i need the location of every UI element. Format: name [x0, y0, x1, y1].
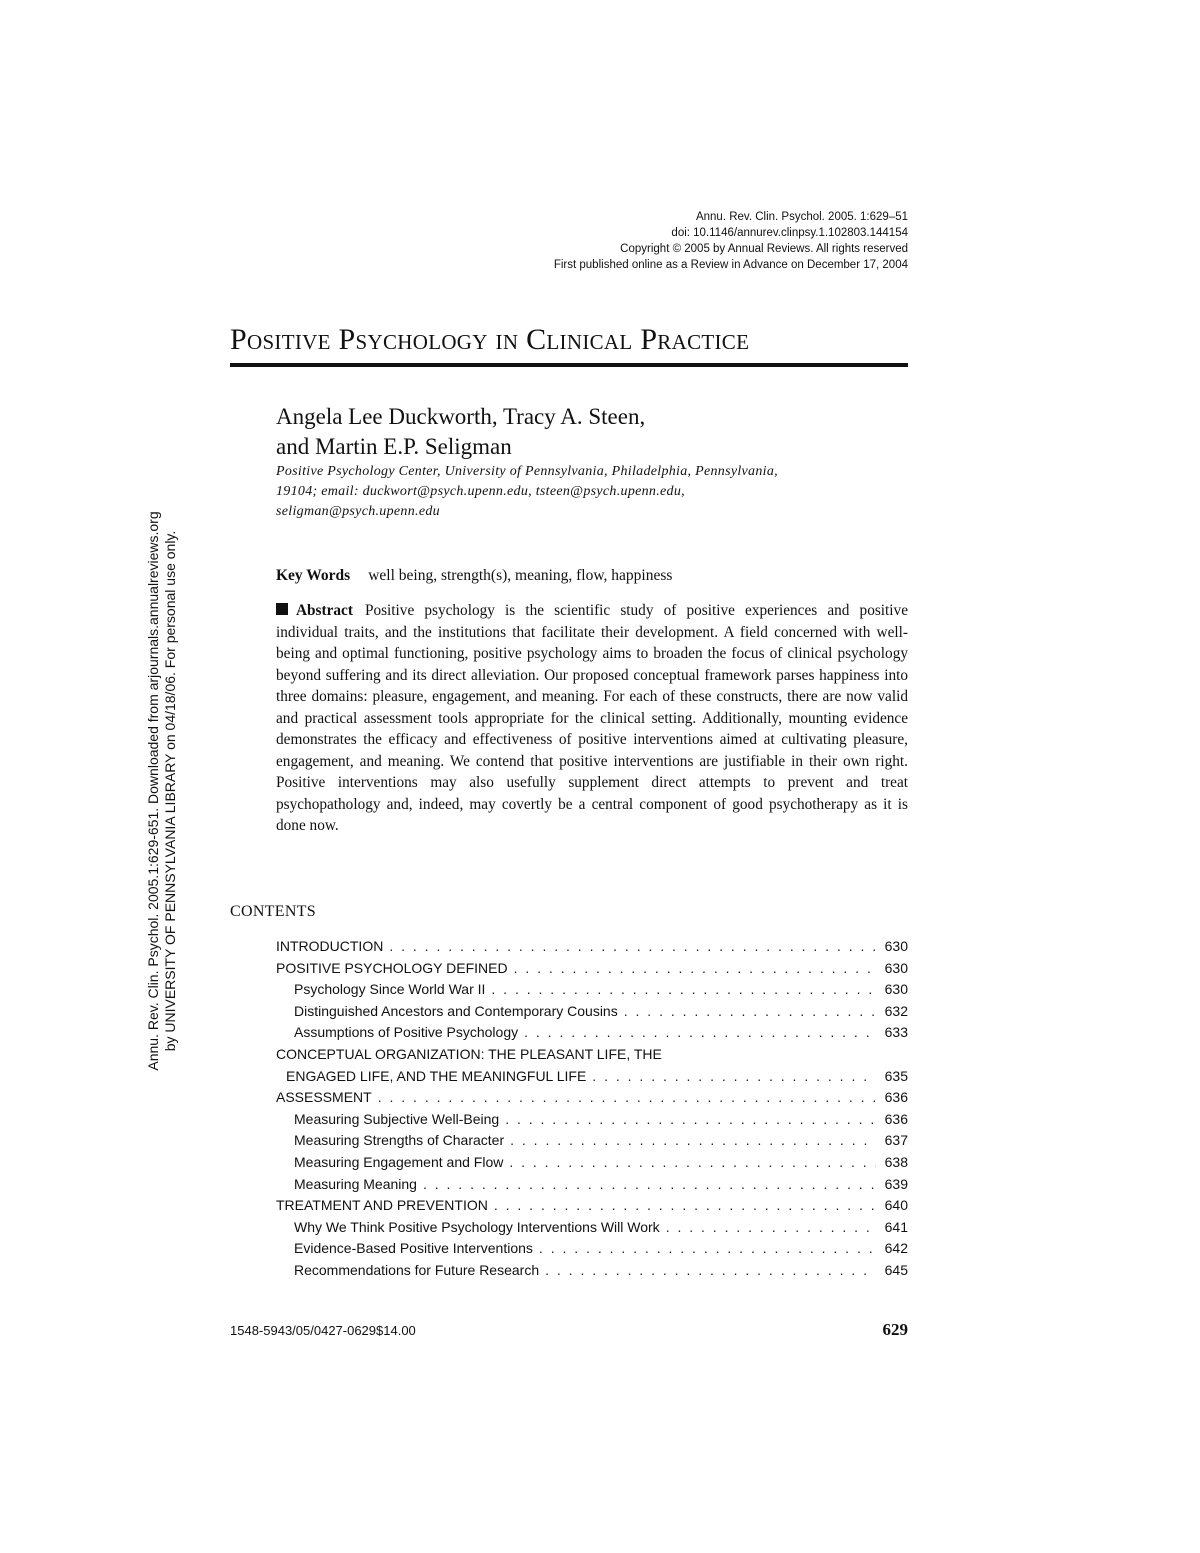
toc-leader — [666, 1217, 876, 1239]
toc-leader — [545, 1260, 876, 1282]
black-square-icon — [276, 603, 288, 615]
toc-leader — [491, 979, 876, 1001]
toc-entry-title: Psychology Since World War II — [294, 981, 486, 998]
toc-entry — [276, 1130, 908, 1152]
toc-entry-title: TREATMENT AND PREVENTION — [276, 1197, 488, 1214]
title-part: in — [495, 323, 519, 356]
toc-leader — [509, 1152, 876, 1174]
abstract-label: Abstract — [296, 602, 353, 619]
toc-leader — [423, 1174, 876, 1196]
toc-entry — [276, 1001, 908, 1023]
toc-entry — [276, 1044, 908, 1066]
toc-entry-page: 633 — [884, 1024, 908, 1041]
title-part: Clinical Practice — [526, 323, 750, 356]
toc-entry-title: Evidence-Based Positive Interventions — [294, 1240, 533, 1257]
contents-heading: CONTENTS — [230, 903, 316, 920]
toc-entry — [276, 1217, 908, 1239]
toc-entry-title: Measuring Subjective Well-Being — [294, 1110, 500, 1127]
download-notice — [145, 501, 179, 1081]
article-title — [230, 322, 749, 358]
toc-entry-title: Measuring Strengths of Character — [294, 1132, 505, 1149]
abstract-text: Positive psychology is the scientific study of positive experiences and positive individual traits, and the institutions that facilitate their development. A field concerned with well-being and optimal functioning, positive psychology aims to broaden the focus of clinical psychology beyond suffering and its direct alleviation. Our proposed conceptual framework parses happiness into three domains: pleasure, engagement, and meaning. For each of these constructs, there are now valid and practical assessment tools appropriate for the clinical setting. Additionally, mounting evidence demonstrates the efficacy and effectiveness of positive interventions aimed at cultivating pleasure, engagement, and meaning. We contend that positive interventions are justifiable in their own right. Positive interventions may also usefully supplement direct attempts to prevent and treat psychopathology and, indeed, may covertly be a central component of good psychotherapy as it is done now. — [276, 602, 908, 834]
affiliation-line: Positive Psychology Center, University of Pennsylvania, Philadelphia, Pennsylvania, — [276, 464, 778, 479]
toc-leader — [505, 1109, 876, 1131]
toc-entry — [276, 1152, 908, 1174]
toc-entry-page: 630 — [884, 981, 908, 998]
toc-entry — [276, 1260, 908, 1282]
toc-entry — [276, 1087, 908, 1109]
title-rule — [230, 363, 908, 367]
toc-entry — [276, 1174, 908, 1196]
abstract — [276, 600, 908, 837]
toc-entry-page: 645 — [884, 1261, 908, 1278]
toc-entry-page: 630 — [884, 938, 908, 954]
toc-entry-title: Recommendations for Future Research — [294, 1261, 540, 1278]
author-list — [276, 402, 916, 462]
citation-header — [400, 209, 908, 273]
toc-entry — [276, 1195, 908, 1217]
page-number: 629 — [882, 1320, 908, 1339]
toc-entry-page: 632 — [884, 1002, 908, 1019]
toc-entry-title: Distinguished Ancestors and Contemporary Cousins — [294, 1002, 618, 1019]
affiliation-line: seligman@psych.upenn.edu — [276, 504, 440, 519]
affiliation — [276, 462, 908, 522]
toc-entry-title: Why We Think Positive Psychology Interventions Will Work — [294, 1218, 660, 1235]
table-of-contents — [276, 936, 908, 1282]
download-notice-line: by UNIVERSITY OF PENNSYLVANIA LIBRARY on 04/18/06. For personal use only. — [162, 530, 178, 1052]
toc-entry — [276, 936, 908, 958]
title-part: Positive Psychology — [230, 323, 488, 356]
toc-entry — [276, 1109, 908, 1131]
keywords-value: well being, strength(s), meaning, flow, happiness — [368, 567, 673, 584]
citation: Annu. Rev. Clin. Psychol. 2005. 1:629–51 — [695, 211, 908, 223]
download-notice-line: Annu. Rev. Clin. Psychol. 2005.1:629-651. Downloaded from arjournals.annualreviews.org — [145, 511, 161, 1071]
author-line: and Martin E.P. Seligman — [276, 434, 512, 459]
toc-entry-title: ENGAGED LIFE, AND THE MEANINGFUL LIFE — [286, 1067, 587, 1084]
copyright-notice: Copyright © 2005 by Annual Reviews. All rights reserved — [620, 243, 908, 255]
doi: doi: 10.1146/annurev.clinpsy.1.102803.144154 — [671, 227, 908, 239]
article-code: 1548-5943/05/0427-0629$14.00 — [230, 1323, 416, 1338]
toc-entry-page: 638 — [884, 1153, 908, 1170]
toc-entry — [276, 958, 908, 980]
toc-entry-page: 640 — [884, 1197, 908, 1214]
toc-leader — [494, 1195, 876, 1217]
toc-entry — [276, 979, 908, 1001]
toc-leader — [514, 958, 876, 980]
toc-leader — [510, 1130, 876, 1152]
toc-entry-page: 636 — [884, 1089, 908, 1106]
toc-entry-title: Measuring Engagement and Flow — [294, 1153, 504, 1170]
toc-entry-page: 641 — [884, 1218, 908, 1235]
toc-entry-page: 636 — [884, 1110, 908, 1127]
keywords-label: Key Words — [276, 567, 351, 584]
toc-entry-page: 630 — [884, 959, 908, 976]
affiliation-line: 19104; email: duckwort@psych.upenn.edu, tsteen@psych.upenn.edu, — [276, 484, 685, 499]
toc-entry-page: 637 — [884, 1132, 908, 1149]
toc-entry — [276, 1066, 908, 1088]
toc-leader — [539, 1238, 876, 1260]
toc-entry-title: ASSESSMENT — [276, 1089, 372, 1106]
toc-entry-title: CONCEPTUAL ORGANIZATION: THE PLEASANT LIFE, THE — [276, 1045, 662, 1062]
toc-leader — [624, 1001, 876, 1023]
toc-entry — [276, 1238, 908, 1260]
toc-entry-title: Measuring Meaning — [294, 1175, 417, 1192]
toc-entry-page: 635 — [884, 1067, 908, 1084]
toc-entry-title: POSITIVE PSYCHOLOGY DEFINED — [276, 959, 508, 976]
toc-entry-title: Assumptions of Positive Psychology — [294, 1024, 519, 1041]
toc-entry-page: 639 — [884, 1175, 908, 1192]
toc-entry-title: INTRODUCTION — [276, 938, 384, 954]
toc-leader — [378, 1087, 876, 1109]
author-line: Angela Lee Duckworth, Tracy A. Steen, — [276, 404, 646, 429]
keywords — [276, 566, 908, 586]
toc-entry-page: 642 — [884, 1240, 908, 1257]
toc-leader — [524, 1022, 876, 1044]
publication-note: First published online as a Review in Advance on December 17, 2004 — [553, 259, 908, 271]
toc-leader — [592, 1066, 876, 1088]
toc-entry — [276, 1022, 908, 1044]
toc-leader — [389, 936, 876, 958]
